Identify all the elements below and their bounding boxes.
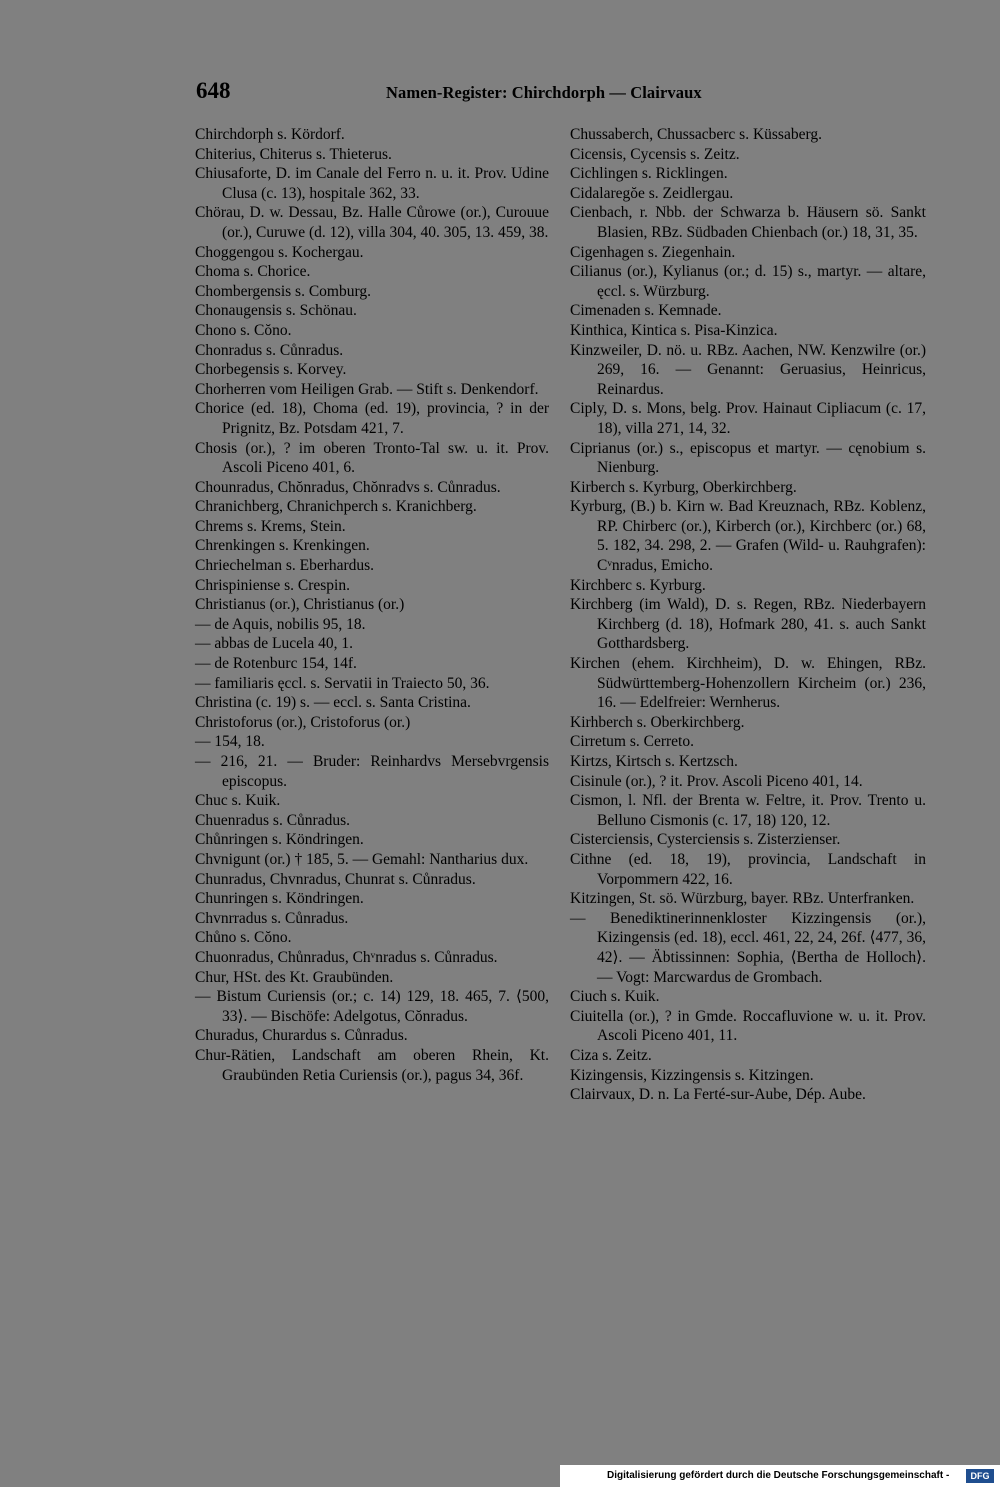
register-entry: Ciza s. Zeitz.	[570, 1046, 652, 1064]
register-entry: Cisinule (or.), ? it. Prov. Ascoli Piceno 401, 14.	[570, 772, 863, 790]
register-entry: Chiusaforte, D. im Canale del Ferro n. u. it. Prov. Udine Clusa (c. 13), hospitale 362, 33.	[195, 165, 549, 202]
register-entry: — 216, 21. — Bruder: Reinhardvs Mersebvrgensis episcopus.	[195, 753, 549, 790]
register-entry: Kizingensis, Kizzingensis s. Kitzingen.	[570, 1066, 814, 1084]
register-entry: Chůno s. Cŏno.	[195, 929, 292, 947]
register-entry: Chuonradus, Chůnradus, Chᵛnradus s. Cůnradus.	[195, 948, 498, 966]
register-entry: — abbas de Lucela 40, 1.	[195, 635, 353, 653]
register-entry: Kirtzs, Kirtsch s. Kertzsch.	[570, 753, 738, 770]
register-entry: Kirberch s. Kyrburg, Oberkirchberg.	[570, 478, 797, 496]
register-entry: Kirchberc s. Kyrburg.	[570, 576, 706, 594]
register-entry: Chussaberch, Chussacberc s. Küssaberg.	[570, 126, 822, 143]
register-entry: Chombergensis s. Comburg.	[195, 282, 371, 300]
register-entry: — 154, 18.	[195, 733, 265, 751]
register-entry: Chiterius, Chiterus s. Thieterus.	[195, 145, 392, 163]
register-entry: Chuc s. Kuik.	[195, 792, 281, 810]
register-entry: Cirretum s. Cerreto.	[570, 733, 694, 751]
register-entry: Christoforus (or.), Cristoforus (or.)	[195, 713, 411, 731]
register-entry: Churadus, Churardus s. Cůnradus.	[195, 1027, 408, 1045]
register-entry: Cismon, l. Nfl. der Brenta w. Feltre, it. Prov. Trento u. Belluno Cismonis (c. 17, 18) 120, 12.	[570, 792, 926, 829]
left-column	[195, 125, 549, 1085]
register-entry: — de Aquis, nobilis 95, 18.	[195, 615, 366, 633]
register-entry: Chonradus s. Cůnradus.	[195, 341, 344, 359]
register-entry: Cilianus (or.), Kylianus (or.; d. 15) s., martyr. — altare, ęccl. s. Würzburg.	[570, 263, 926, 300]
register-entry: Cicensis, Cycensis s. Zeitz.	[570, 145, 740, 163]
register-entry: Cienbach, r. Nbb. der Schwarza b. Häusern sö. Sankt Blasien, RBz. Südbaden Chienbach (or.) 18, 31, 35.	[570, 204, 926, 241]
register-entry: Kirchen (ehem. Kirchheim), D. w. Ehingen, RBz. Südwürttemberg-Hohenzollern Kircheim (or.) 236, 16. — Edelfreier: Wernherus.	[570, 655, 926, 712]
register-entry: Kirchberg (im Wald), D. s. Regen, RBz. Niederbayern Kirchberg (d. 18), Hofmark 280, 41. s. auch Sankt Gotthardsberg.	[570, 596, 926, 653]
register-entry: Cimenaden s. Kemnade.	[570, 302, 722, 320]
register-entry: Ciply, D. s. Mons, belg. Prov. Hainaut Cipliacum (c. 17, 18), villa 271, 14, 32.	[570, 400, 926, 437]
register-entry: Chosis (or.), ? im oberen Tronto-Tal sw. u. it. Prov. Ascoli Piceno 401, 6.	[195, 439, 549, 477]
register-entry: Chriechelman s. Eberhardus.	[195, 557, 375, 575]
register-entry: Kinthica, Kintica s. Pisa-Kinzica.	[570, 321, 778, 339]
register-entry: Chorice (ed. 18), Choma (ed. 19), provincia, ? in der Prignitz, Bz. Potsdam 421, 7.	[195, 400, 549, 437]
right-column	[570, 125, 926, 1105]
register-entry: Cidalaregŏe s. Zeidlergau.	[570, 184, 734, 202]
register-entry: — Bistum Curiensis (or.; c. 14) 129, 18. 465, 7. ⟨500, 33⟩. — Bischöfe: Adelgotus, Cŏnradus.	[195, 988, 549, 1025]
register-entry: Chrenkingen s. Krenkingen.	[195, 537, 370, 555]
register-entry: Ciuch s. Kuik.	[570, 988, 660, 1006]
page-number: 648	[196, 78, 231, 103]
register-entry: Christina (c. 19) s. — eccl. s. Santa Cristina.	[195, 694, 471, 712]
register-entry: Choggengou s. Kochergau.	[195, 243, 364, 261]
register-entry: Chvnigunt (or.) † 185, 5. — Gemahl: Nantharius dux.	[195, 850, 529, 868]
register-entry: Chounradus, Chŏnradus, Chŏnradvs s. Cůnradus.	[195, 478, 501, 496]
register-entry: Chranichberg, Chranichperch s. Kranichberg.	[195, 498, 477, 516]
register-entry: Chono s. Cŏno.	[195, 321, 292, 339]
register-entry: Kyrburg, (B.) b. Kirn w. Bad Kreuznach, RBz. Koblenz, RP. Chirberc (or.), Kirberch (or.), Kirchberc (or.) 68, 5. 182, 34. 298, 2. — Grafen (Wild- u. Rauhgrafen): Cᵛnradus, Emicho.	[570, 498, 926, 575]
register-entry: Chrems s. Krems, Stein.	[195, 517, 346, 535]
register-entry: — familiaris ęccl. s. Servatii in Traiecto 50, 36.	[195, 674, 490, 692]
register-entry: Chorbegensis s. Korvey.	[195, 361, 347, 379]
register-entry: Ciuitella (or.), ? in Gmde. Roccafluvione w. u. it. Prov. Ascoli Piceno 401, 11.	[570, 1007, 926, 1045]
register-entry: Chirchdorph s. Kördorf.	[195, 126, 345, 143]
register-entry: Chörau, D. w. Dessau, Bz. Halle Cůrowe (or.), Curouue (or.), Curuwe (d. 12), villa 304, 40. 305, 13. 459, 38.	[195, 204, 549, 241]
register-entry: Cithne (ed. 18, 19), provincia, Landschaft in Vorpommern 422, 16.	[570, 850, 926, 888]
register-entry: Chur-Rätien, Landschaft am oberen Rhein, Kt. Graubünden Retia Curiensis (or.), pagus 34, 36f.	[195, 1046, 549, 1084]
register-entry: — de Rotenburc 154, 14f.	[195, 655, 357, 673]
register-entry: Chuenradus s. Cůnradus.	[195, 811, 350, 829]
dfg-logo: DFG	[966, 1469, 994, 1483]
register-entry: Ciprianus (or.) s., episcopus et martyr. — cęnobium s. Nienburg.	[570, 439, 926, 477]
register-entry: Cichlingen s. Ricklingen.	[570, 165, 728, 183]
register-entry: Kirhberch s. Oberkirchberg.	[570, 713, 745, 731]
register-entry: Cisterciensis, Cysterciensis s. Zisterzienser.	[570, 831, 841, 849]
register-entry: Chunringen s. Köndringen.	[195, 890, 364, 908]
footer-banner	[560, 1465, 1000, 1487]
register-entry: Christianus (or.), Christianus (or.)	[195, 596, 405, 614]
register-entry: — Benediktinerinnenkloster Kizzingensis (or.), Kizingensis (ed. 18), eccl. 461, 22, 24, 26f. ⟨477, 36, 42⟩. — Äbtissinnen: Sophia, ⟨Bertha de Holloch⟩. — Vogt: Marcwardus de Grombach.	[570, 909, 926, 986]
register-entry: Chonaugensis s. Schönau.	[195, 302, 357, 320]
register-entry: Chur, HSt. des Kt. Graubünden.	[195, 968, 394, 986]
footer-funding-text: Digitalisierung gefördert durch die Deutsche Forschungsgemeinschaft -	[607, 1470, 950, 1481]
register-entry: Chvnrradus s. Cůnradus.	[195, 909, 349, 927]
register-entry: Chorherren vom Heiligen Grab. — Stift s. Denkendorf.	[195, 380, 539, 398]
register-entry: Clairvaux, D. n. La Ferté-sur-Aube, Dép. Aube.	[570, 1086, 866, 1104]
page-header	[0, 78, 1000, 108]
register-entry: Cigenhagen s. Ziegenhain.	[570, 243, 736, 261]
register-entry: Kinzweiler, D. nö. u. RBz. Aachen, NW. Kenzwilre (or.) 269, 16. — Genannt: Geruasius, Heinricus, Reinardus.	[570, 341, 926, 398]
running-title: Namen-Register: Chirchdorph — Clairvaux	[386, 83, 702, 102]
register-entry: Kitzingen, St. sö. Würzburg, bayer. RBz. Unterfranken.	[570, 890, 915, 908]
register-entry: Choma s. Chorice.	[195, 263, 311, 281]
register-entry: Chunradus, Chvnradus, Chunrat s. Cůnradus.	[195, 870, 476, 888]
register-entry: Chrispiniense s. Crespin.	[195, 576, 350, 594]
register-entry: Chůnringen s. Köndringen.	[195, 831, 364, 849]
